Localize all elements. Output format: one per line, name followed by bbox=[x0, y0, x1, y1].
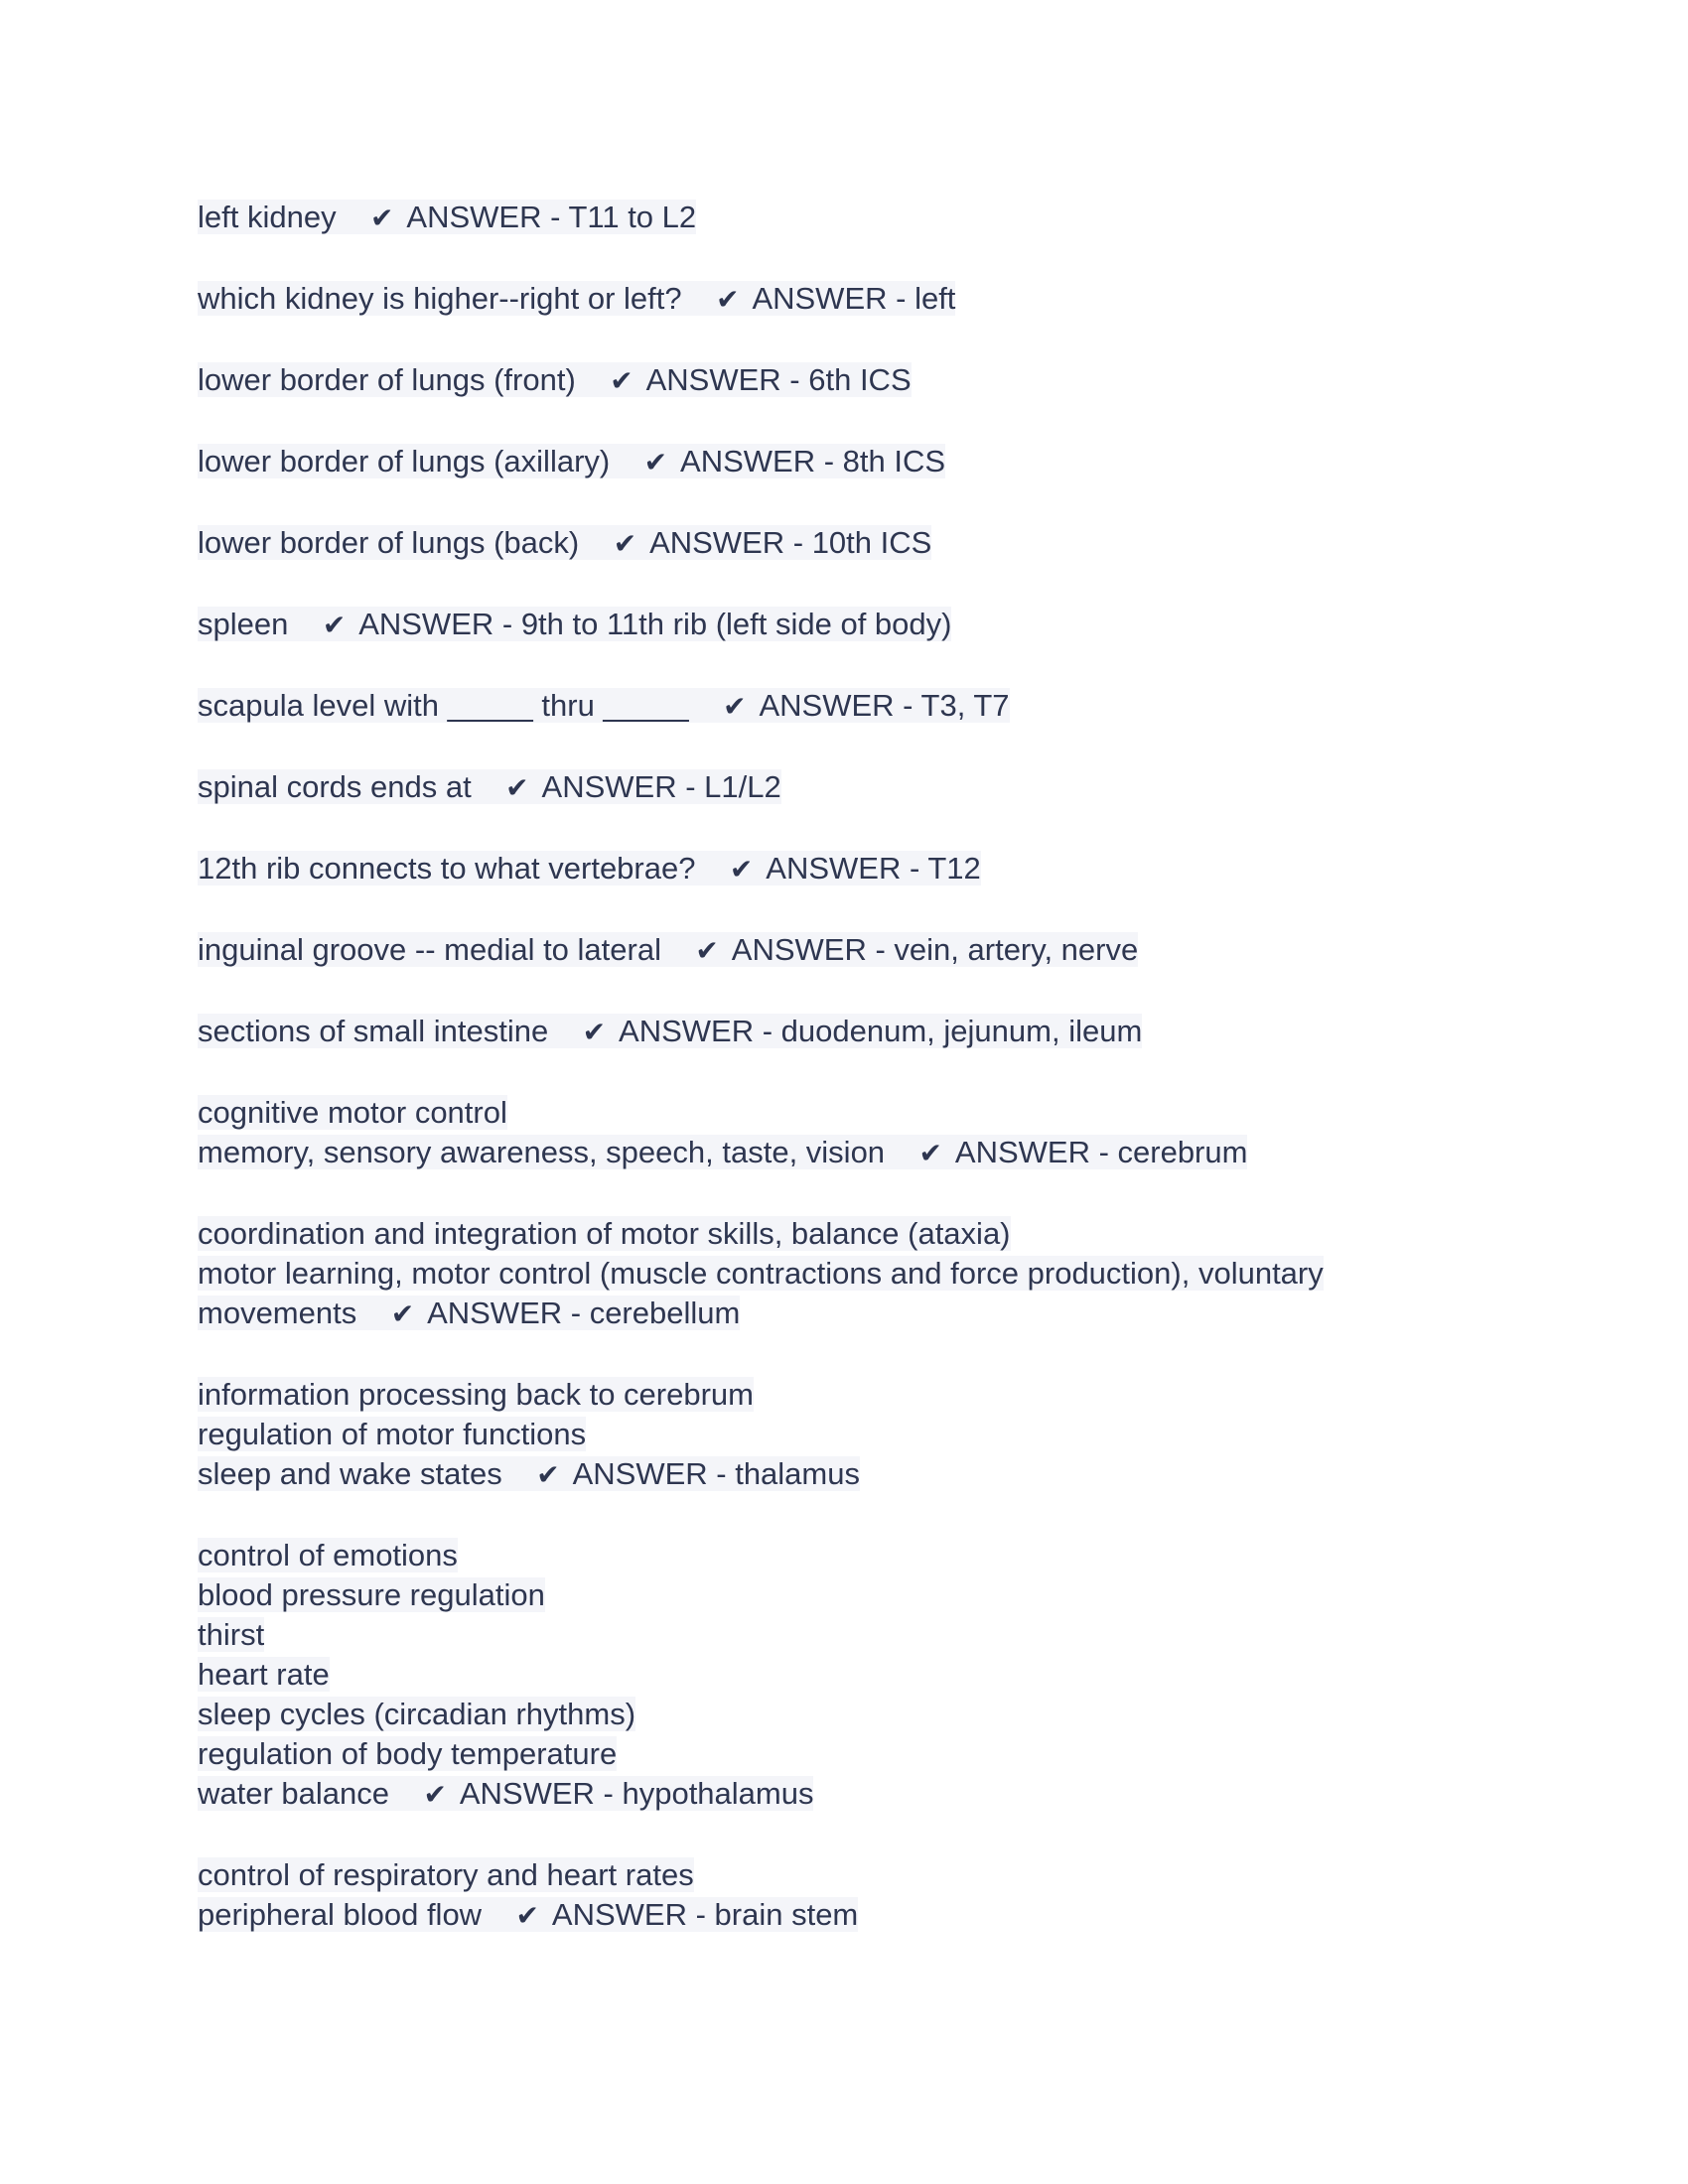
check-icon: ✔ bbox=[515, 1899, 539, 1932]
answer-text: 10th ICS bbox=[811, 525, 932, 560]
question-text: peripheral blood flow bbox=[198, 1897, 483, 1932]
question-line bbox=[198, 279, 1508, 320]
check-icon: ✔ bbox=[390, 1297, 415, 1330]
flashcard bbox=[198, 930, 1508, 971]
question-line bbox=[198, 1575, 1508, 1615]
question-text: regulation of body temperature bbox=[198, 1736, 618, 1771]
check-icon: ✔ bbox=[610, 364, 633, 397]
highlight bbox=[198, 1857, 694, 1892]
answer-prefix: ANSWER - bbox=[358, 607, 521, 641]
highlight bbox=[198, 688, 1010, 723]
answer-text: vein, artery, nerve bbox=[894, 932, 1139, 967]
answer-text: cerebrum bbox=[1117, 1135, 1248, 1169]
question-text: control of emotions bbox=[198, 1538, 458, 1572]
highlight bbox=[198, 932, 1138, 967]
question-text: left kidney bbox=[198, 200, 337, 234]
question-text: lower border of lungs (back) bbox=[198, 525, 580, 560]
highlight bbox=[198, 1377, 754, 1412]
question-line bbox=[198, 1093, 1508, 1133]
highlight bbox=[198, 1456, 860, 1491]
question-line bbox=[198, 1855, 1508, 1895]
question-line bbox=[198, 1294, 1508, 1334]
flashcard bbox=[198, 849, 1508, 889]
flashcard bbox=[198, 1093, 1508, 1173]
question-line bbox=[198, 849, 1508, 889]
check-icon: ✔ bbox=[613, 527, 637, 560]
highlight bbox=[198, 1296, 740, 1330]
question-line bbox=[198, 1695, 1508, 1734]
highlight bbox=[198, 444, 945, 478]
question-line bbox=[198, 1895, 1508, 1936]
question-text: which kidney is higher--right or left? bbox=[198, 281, 682, 316]
answer-prefix: ANSWER - bbox=[680, 444, 843, 478]
question-line bbox=[198, 1454, 1508, 1495]
answer-text: T11 to L2 bbox=[568, 200, 697, 234]
check-icon: ✔ bbox=[716, 283, 740, 316]
question-line bbox=[198, 442, 1508, 482]
question-text: thirst bbox=[198, 1617, 265, 1652]
question-text: heart rate bbox=[198, 1657, 330, 1692]
flashcard bbox=[198, 1536, 1508, 1815]
flashcard bbox=[198, 767, 1508, 808]
check-icon: ✔ bbox=[695, 934, 719, 967]
question-text: coordination and integration of motor skills, balance (ataxia) bbox=[198, 1216, 1011, 1251]
question-text: memory, sensory awareness, speech, taste, vision bbox=[198, 1135, 886, 1169]
answer-text: brain stem bbox=[714, 1897, 859, 1932]
check-icon: ✔ bbox=[918, 1137, 942, 1169]
check-icon: ✔ bbox=[505, 771, 529, 804]
highlight bbox=[198, 851, 981, 886]
question-text: movements bbox=[198, 1296, 357, 1330]
question-line bbox=[198, 1536, 1508, 1575]
answer-text: thalamus bbox=[735, 1456, 860, 1491]
answer-prefix: ANSWER - bbox=[731, 932, 895, 967]
question-text: sections of small intestine bbox=[198, 1014, 549, 1048]
answer-text: 9th to 11th rib (left side of body) bbox=[520, 607, 952, 641]
answer-text: T3, T7 bbox=[920, 688, 1010, 723]
highlight bbox=[198, 200, 696, 234]
question-text: control of respiratory and heart rates bbox=[198, 1857, 694, 1892]
highlight bbox=[198, 1216, 1011, 1251]
question-line bbox=[198, 360, 1508, 401]
flashcard bbox=[198, 1375, 1508, 1495]
answer-text: 6th ICS bbox=[808, 362, 912, 397]
highlight bbox=[198, 362, 912, 397]
check-icon: ✔ bbox=[370, 202, 394, 234]
answer-prefix: ANSWER - bbox=[541, 769, 705, 804]
highlight bbox=[198, 1538, 458, 1572]
flashcard bbox=[198, 198, 1508, 238]
answer-prefix: ANSWER - bbox=[427, 1296, 590, 1330]
highlight bbox=[198, 1256, 1324, 1291]
highlight bbox=[198, 1014, 1142, 1048]
question-text: scapula level with _____ thru _____ bbox=[198, 688, 689, 723]
question-text: inguinal groove -- medial to lateral bbox=[198, 932, 661, 967]
question-text: 12th rib connects to what vertebrae? bbox=[198, 851, 696, 886]
check-icon: ✔ bbox=[536, 1458, 560, 1491]
highlight bbox=[198, 1776, 813, 1811]
answer-prefix: ANSWER - bbox=[459, 1776, 623, 1811]
question-line bbox=[198, 1254, 1508, 1294]
answer-prefix: ANSWER - bbox=[954, 1135, 1118, 1169]
check-icon: ✔ bbox=[723, 690, 747, 723]
flashcard bbox=[198, 279, 1508, 320]
question-line bbox=[198, 1734, 1508, 1774]
question-line bbox=[198, 1774, 1508, 1815]
answer-text: cerebellum bbox=[589, 1296, 741, 1330]
question-line bbox=[198, 1375, 1508, 1415]
question-text: regulation of motor functions bbox=[198, 1417, 587, 1451]
highlight bbox=[198, 1736, 617, 1771]
answer-prefix: ANSWER - bbox=[551, 1897, 715, 1932]
question-text: lower border of lungs (axillary) bbox=[198, 444, 611, 478]
question-line bbox=[198, 605, 1508, 645]
check-icon: ✔ bbox=[322, 609, 347, 641]
flashcard bbox=[198, 1012, 1508, 1052]
check-icon: ✔ bbox=[423, 1778, 447, 1811]
highlight bbox=[198, 1135, 1247, 1169]
highlight bbox=[198, 1417, 586, 1451]
highlight bbox=[198, 1577, 545, 1612]
answer-text: left bbox=[914, 281, 956, 316]
question-text: sleep cycles (circadian rhythms) bbox=[198, 1697, 636, 1731]
question-text: sleep and wake states bbox=[198, 1456, 502, 1491]
question-line bbox=[198, 1133, 1508, 1173]
check-icon: ✔ bbox=[729, 853, 754, 886]
question-line bbox=[198, 1214, 1508, 1254]
highlight bbox=[198, 1095, 507, 1130]
answer-prefix: ANSWER - bbox=[766, 851, 928, 886]
question-line bbox=[198, 767, 1508, 808]
question-line bbox=[198, 930, 1508, 971]
highlight bbox=[198, 1697, 635, 1731]
flashcard bbox=[198, 686, 1508, 727]
question-text: spleen bbox=[198, 607, 289, 641]
answer-text: T12 bbox=[927, 851, 981, 886]
answer-prefix: ANSWER - bbox=[649, 525, 812, 560]
question-line bbox=[198, 1655, 1508, 1695]
highlight bbox=[198, 525, 931, 560]
flashcard bbox=[198, 1214, 1508, 1334]
question-text: information processing back to cerebrum bbox=[198, 1377, 754, 1412]
answer-prefix: ANSWER - bbox=[406, 200, 569, 234]
question-line bbox=[198, 1615, 1508, 1655]
answer-prefix: ANSWER - bbox=[572, 1456, 736, 1491]
question-text: lower border of lungs (front) bbox=[198, 362, 576, 397]
flashcard bbox=[198, 360, 1508, 401]
highlight bbox=[198, 1617, 264, 1652]
flashcard bbox=[198, 523, 1508, 564]
question-line bbox=[198, 1415, 1508, 1454]
answer-prefix: ANSWER - bbox=[759, 688, 921, 723]
flashcard bbox=[198, 1855, 1508, 1936]
question-line bbox=[198, 198, 1508, 238]
answer-prefix: ANSWER - bbox=[619, 1014, 781, 1048]
answer-text: L1/L2 bbox=[704, 769, 781, 804]
answer-prefix: ANSWER - bbox=[752, 281, 915, 316]
highlight bbox=[198, 769, 781, 804]
answer-text: duodenum, jejunum, ileum bbox=[780, 1014, 1143, 1048]
answer-text: hypothalamus bbox=[622, 1776, 814, 1811]
check-icon: ✔ bbox=[643, 446, 668, 478]
question-line bbox=[198, 1012, 1508, 1052]
question-line bbox=[198, 686, 1508, 727]
question-text: cognitive motor control bbox=[198, 1095, 507, 1130]
flashcard-document bbox=[198, 198, 1508, 1977]
question-text: water balance bbox=[198, 1776, 390, 1811]
question-text: spinal cords ends at bbox=[198, 769, 472, 804]
question-text: blood pressure regulation bbox=[198, 1577, 545, 1612]
highlight bbox=[198, 1897, 858, 1932]
highlight bbox=[198, 1657, 330, 1692]
question-line bbox=[198, 523, 1508, 564]
answer-text: 8th ICS bbox=[842, 444, 946, 478]
flashcard bbox=[198, 442, 1508, 482]
check-icon: ✔ bbox=[582, 1016, 607, 1048]
answer-prefix: ANSWER - bbox=[645, 362, 809, 397]
highlight bbox=[198, 281, 955, 316]
highlight bbox=[198, 607, 951, 641]
question-text: motor learning, motor control (muscle contractions and force production), voluntary bbox=[198, 1256, 1324, 1291]
flashcard bbox=[198, 605, 1508, 645]
